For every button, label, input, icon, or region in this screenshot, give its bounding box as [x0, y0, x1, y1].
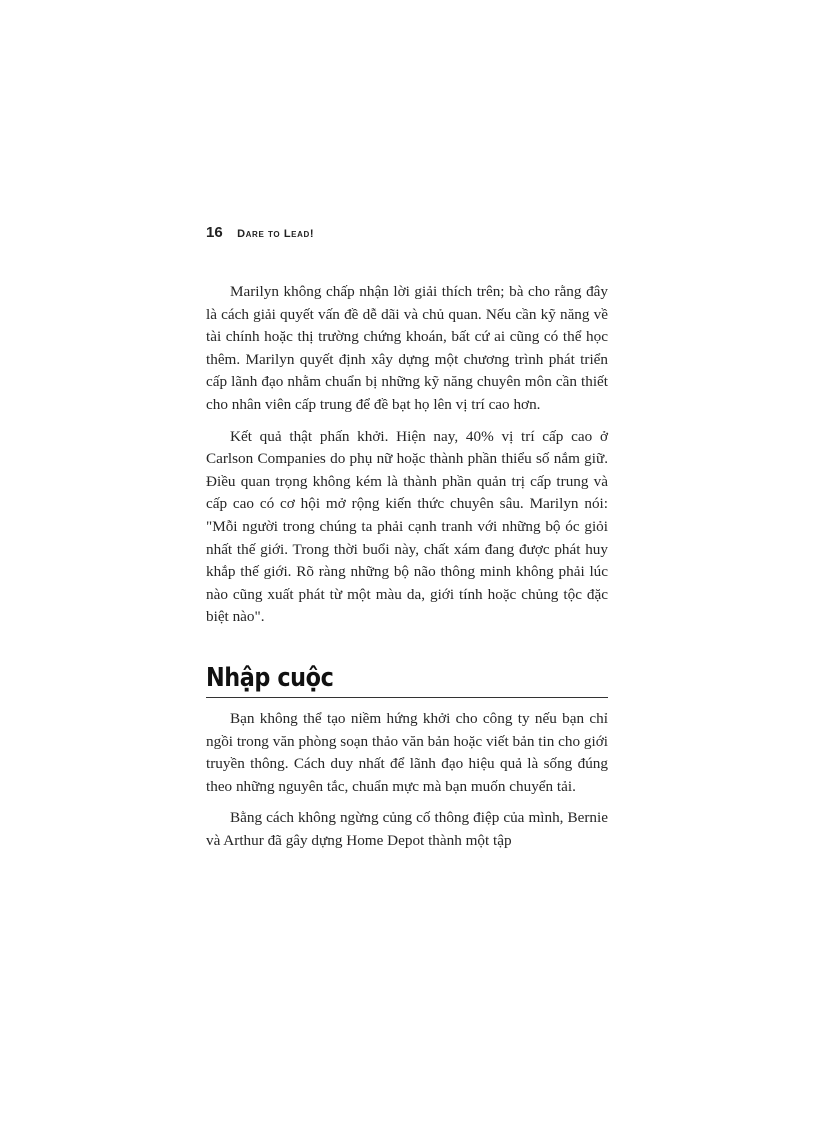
paragraph: Bạn không thể tạo niềm hứng khởi cho công ty nếu bạn chỉ ngồi trong văn phòng soạn thảo văn bản hoặc viết bản tin cho giới truyền thông. Cách duy nhất để lãnh đạo hiệu quả là sống đúng theo những nguyên tắc, chuẩn mực mà bạn muốn chuyển tải. — [206, 710, 608, 795]
page-number: 16 — [206, 224, 223, 241]
running-title: Dare to Lead! — [237, 228, 315, 240]
paragraph: Bằng cách không ngừng củng cố thông điệp của mình, Bernie và Arthur đã gây dựng Home Depot thành một tập — [206, 809, 608, 849]
running-header — [206, 224, 314, 242]
body-text-block-2 — [206, 708, 608, 862]
body-text-block-1 — [206, 281, 608, 638]
paragraph: Marilyn không chấp nhận lời giải thích trên; bà cho rằng đây là cách giải quyết vấn đề dễ dãi và chủ quan. Nếu cần kỹ năng về tài chính hoặc thị trường chứng khoán, bất cứ ai cũng có thể học thêm. Marilyn quyết định xây dựng một chương trình phát triển cấp lãnh đạo nhằm chuẩn bị những kỹ năng chuyên môn cần thiết cho nhân viên cấp trung để đề bạt họ lên vị trí cao hơn. — [206, 283, 608, 413]
section-heading-rule — [206, 659, 608, 698]
section-heading: Nhập cuộc — [206, 663, 334, 693]
paragraph: Kết quả thật phấn khởi. Hiện nay, 40% vị trí cấp cao ở Carlson Companies do phụ nữ hoặc thành phần thiểu số nắm giữ. Điều quan trọng không kém là thành phần quản trị cấp trung và cấp cao có cơ hội mở rộng kiến thức chuyên sâu. Marilyn nói: "Mỗi người trong chúng ta phải cạnh tranh với những bộ óc giỏi nhất thế giới. Trong thời buổi này, chất xám đang được phát huy khắp thế giới. Rõ ràng những bộ não thông minh không phải lúc nào cũng xuất phát từ một màu da, giới tính hoặc chủng tộc đặc biệt nào". — [206, 427, 608, 626]
